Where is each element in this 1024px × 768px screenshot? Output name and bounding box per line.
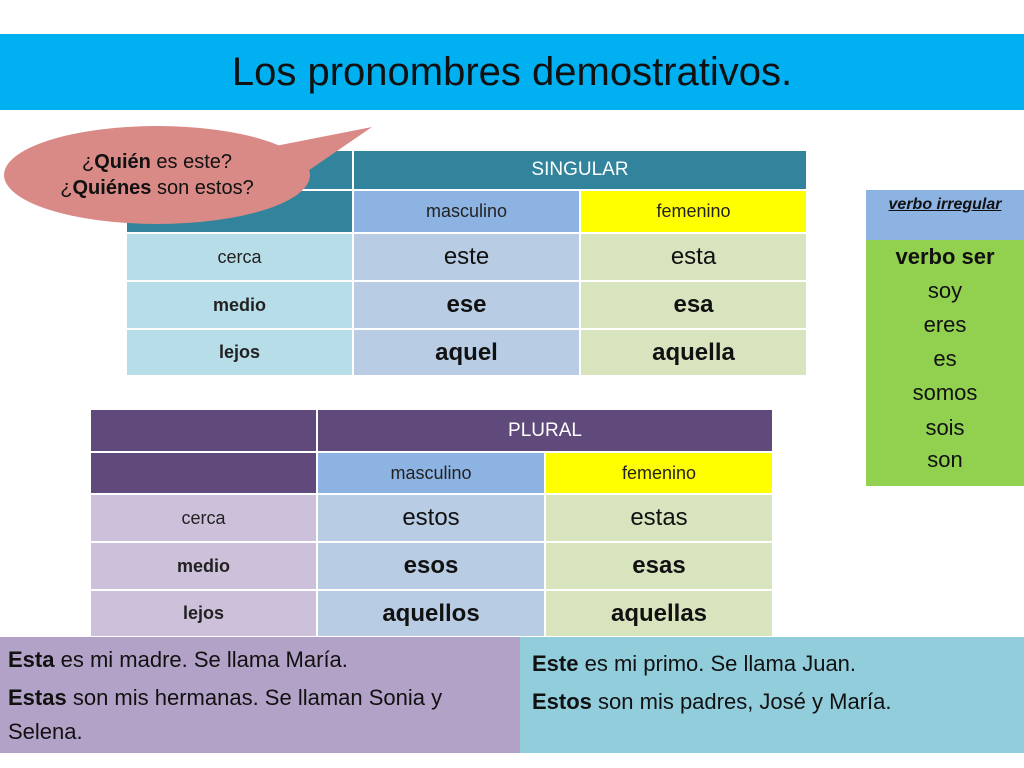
verb-form: es [933, 346, 957, 371]
bubble-line-1-prefix: ¿ [81, 151, 95, 173]
verb-form: soy [927, 278, 963, 303]
singular-header: SINGULAR [353, 150, 807, 190]
example-sentence-rest: es mi primo. Se llama Juan. [578, 651, 857, 676]
example-demonstrative: Esta [8, 647, 55, 672]
singular-cerca-masc: este [353, 233, 580, 281]
example-line [532, 683, 1014, 721]
verb-form: sois [925, 415, 965, 440]
singular-lejos-fem: aquella [580, 329, 807, 376]
plural-row-label-lejos: lejos [90, 590, 317, 637]
bubble-line-2-prefix: ¿ [60, 177, 73, 199]
page-title: Los pronombres demostrativos. [231, 49, 793, 94]
examples-masculine-box [520, 637, 1024, 753]
singular-col-femenino: femenino [580, 190, 807, 233]
plural-cerca-fem: estas [545, 494, 773, 542]
speech-bubble [4, 126, 310, 224]
example-demonstrative: Estos [532, 689, 592, 714]
bubble-line-1-suffix: es este? [150, 151, 233, 173]
verb-form: somos [912, 380, 978, 405]
example-sentence-rest: son mis hermanas. Se llaman Sonia y Selena. [8, 685, 443, 744]
example-line [8, 681, 516, 749]
example-line [532, 645, 1014, 683]
plural-row-label-cerca: cerca [90, 494, 317, 542]
singular-lejos-masc: aquel [353, 329, 580, 376]
examples-feminine-box [0, 637, 524, 753]
plural-medio-masc: esos [317, 542, 545, 590]
plural-header: PLURAL [317, 409, 773, 452]
bubble-line-1-bold: Quién [94, 151, 151, 173]
title-banner [0, 34, 1024, 110]
bubble-line-2 [60, 175, 253, 201]
example-demonstrative: Estas [8, 685, 67, 710]
bubble-line-2-bold: Quiénes [72, 177, 152, 199]
verb-box-header [866, 190, 1024, 240]
singular-medio-masc: ese [353, 281, 580, 329]
singular-row-label-lejos: lejos [126, 329, 353, 376]
singular-row-label-cerca: cerca [126, 233, 353, 281]
example-demonstrative: Este [532, 651, 579, 676]
plural-subcorner-cell [90, 452, 317, 494]
plural-cerca-masc: estos [317, 494, 545, 542]
bubble-line-1 [82, 149, 232, 175]
verb-box-header-label: verbo irregular [888, 196, 1002, 213]
plural-col-femenino: femenino [545, 452, 773, 494]
example-sentence-rest: son mis padres, José y María. [591, 689, 892, 714]
singular-cerca-fem: esta [580, 233, 807, 281]
plural-col-masculino: masculino [317, 452, 545, 494]
singular-col-masculino: masculino [353, 190, 580, 233]
verb-form: son [927, 447, 963, 472]
singular-row-label-medio: medio [126, 281, 353, 329]
plural-row-label-medio: medio [90, 542, 317, 590]
verb-title: verbo ser [895, 244, 995, 269]
plural-medio-fem: esas [545, 542, 773, 590]
plural-lejos-masc: aquellos [317, 590, 545, 637]
example-line [8, 643, 516, 677]
verb-form: eres [923, 312, 967, 337]
plural-lejos-fem: aquellas [545, 590, 773, 637]
singular-medio-fem: esa [580, 281, 807, 329]
plural-corner-cell [90, 409, 317, 452]
bubble-line-2-suffix: son estos? [151, 177, 254, 199]
example-sentence-rest: es mi madre. Se llama María. [54, 647, 348, 672]
verb-box-body [866, 240, 1024, 486]
